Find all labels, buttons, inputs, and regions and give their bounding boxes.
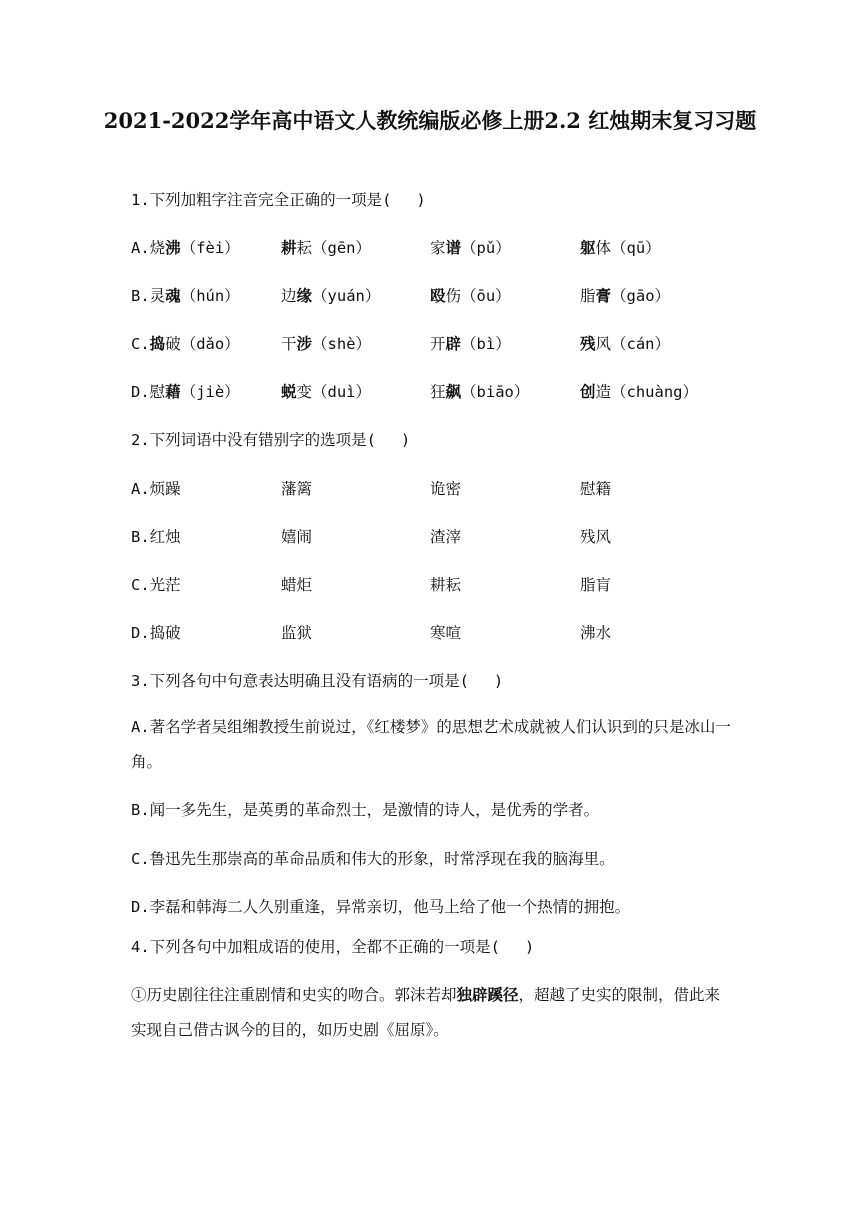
question-3-option-a: A.著名学者吴组缃教授生前说过，《红楼梦》的思想艺术成就被人们认识到的只是冰山一角。 <box>131 718 731 771</box>
document-title: 2021-2022学年高中语文人教统编版必修上册2.2 红烛期末复习习题 <box>103 108 757 133</box>
option-cell: D.捣破 <box>131 624 181 642</box>
question-3-option-c: C.鲁迅先生那崇高的革命品质和伟大的形象，时常浮现在我的脑海里。 <box>131 850 615 868</box>
option-cell: B.红烛 <box>131 528 181 546</box>
option-cell: 狂飙（biāo） <box>430 383 530 401</box>
option-cell: 监狱 <box>281 624 313 642</box>
option-cell: B.灵魂（hún） <box>131 287 240 305</box>
option-cell: 残风 <box>580 528 612 546</box>
option-cell: D.慰藉（jiè） <box>131 383 240 401</box>
option-cell: A.烧沸（fèi） <box>131 239 240 257</box>
question-2-stem: 2.下列词语中没有错别字的选项是( ) <box>131 431 411 449</box>
option-cell: A.烦躁 <box>131 480 181 498</box>
question-1-stem: 1.下列加粗字注音完全正确的一项是( ) <box>131 191 426 209</box>
option-cell: 躯体（qū） <box>580 239 661 257</box>
option-cell: 诡密 <box>430 480 462 498</box>
option-cell: 藩篱 <box>281 480 313 498</box>
question-4-item-1: ①历史剧往往注重剧情和史实的吻合。郭沫若却独辟蹊径，超越了史实的限制，借此来实现自己借古讽今的目的，如历史剧《屈原》。 <box>131 986 721 1039</box>
option-cell: 脂膏（gāo） <box>580 287 671 305</box>
option-cell: C.光茫 <box>131 576 181 594</box>
option-cell: 慰籍 <box>580 480 612 498</box>
option-cell: 嬉闹 <box>281 528 313 546</box>
option-cell: 脂肓 <box>580 576 612 594</box>
option-cell: 耕耘（gēn） <box>281 239 372 257</box>
option-cell: 耕耘 <box>430 576 462 594</box>
option-cell: 沸水 <box>580 624 612 642</box>
option-cell: 渣滓 <box>430 528 462 546</box>
option-cell: 家谱（pǔ） <box>430 239 511 257</box>
option-cell: 蜡炬 <box>281 576 313 594</box>
option-cell: 蜕变（duì） <box>281 383 372 401</box>
option-cell: 干涉（shè） <box>281 335 372 353</box>
option-cell: 殴伤（ōu） <box>430 287 511 305</box>
option-cell: 创造（chuàng） <box>580 383 699 401</box>
option-cell: 开辟（bì） <box>430 335 511 353</box>
option-cell: C.捣破（dǎo） <box>131 335 240 353</box>
question-3-option-b: B.闻一多先生，是英勇的革命烈士，是激情的诗人，是优秀的学者。 <box>131 801 600 819</box>
question-3-stem: 3.下列各句中句意表达明确且没有语病的一项是( ) <box>131 672 504 690</box>
option-cell: 残风（cán） <box>580 335 671 353</box>
question-4-stem: 4.下列各句中加粗成语的使用，全都不正确的一项是( ) <box>131 938 535 956</box>
question-3-option-d: D.李磊和韩海二人久别重逢，异常亲切，他马上给了他一个热情的拥抱。 <box>131 898 631 916</box>
option-cell: 边缘（yuán） <box>281 287 381 305</box>
option-cell: 寒喧 <box>430 624 462 642</box>
